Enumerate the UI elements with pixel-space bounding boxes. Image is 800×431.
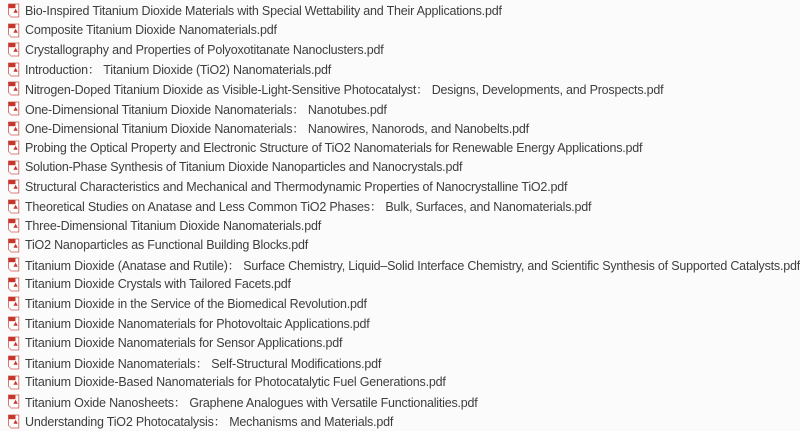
pdf-file-icon	[7, 81, 20, 96]
pdf-file-icon	[7, 355, 20, 370]
pdf-file-icon	[7, 3, 20, 18]
pdf-file-icon	[7, 160, 20, 175]
pdf-file-icon	[7, 199, 20, 214]
file-row[interactable]	[7, 275, 800, 295]
file-row[interactable]	[7, 60, 800, 80]
file-name: Titanium Dioxide Nanomaterials for Sensor Applications.pdf	[25, 336, 343, 351]
pdf-file-icon	[7, 336, 20, 351]
file-row[interactable]	[7, 353, 800, 373]
file-name: Titanium Dioxide (Anatase and Rutile)： Surface Chemistry, Liquid–Solid Interface Chemistry, and Scientific Synthesis of Supported Catalysts.pdf	[25, 258, 800, 273]
file-row[interactable]	[7, 1, 800, 21]
file-row[interactable]	[7, 157, 800, 177]
file-row[interactable]	[7, 138, 800, 158]
file-name: One-Dimensional Titanium Dioxide Nanomaterials： Nanowires, Nanorods, and Nanobelts.pdf	[25, 122, 529, 137]
file-row[interactable]	[7, 118, 800, 138]
pdf-file-icon	[7, 179, 20, 194]
file-row[interactable]	[7, 21, 800, 41]
file-name: Titanium Dioxide Crystals with Tailored Facets.pdf	[25, 277, 291, 292]
file-row[interactable]	[7, 411, 800, 431]
file-name: Understanding TiO2 Photocatalysis： Mechanisms and Materials.pdf	[25, 415, 394, 430]
file-name: Titanium Dioxide Nanomaterials for Photovoltaic Applications.pdf	[25, 316, 370, 331]
file-name: Structural Characteristics and Mechanical and Thermodynamic Properties of Nanocrystalline TiO2.pdf	[25, 179, 568, 194]
file-row[interactable]	[7, 79, 800, 99]
pdf-file-icon	[7, 296, 20, 311]
file-name: Composite Titanium Dioxide Nanomaterials.pdf	[25, 23, 277, 38]
pdf-file-icon	[7, 62, 20, 77]
file-name: Three-Dimensional Titanium Dioxide Nanomaterials.pdf	[25, 218, 321, 233]
file-row[interactable]	[7, 177, 800, 197]
pdf-file-icon	[7, 257, 20, 272]
pdf-file-icon	[7, 121, 20, 136]
file-row[interactable]	[7, 392, 800, 412]
file-name: TiO2 Nanoparticles as Functional Building Blocks.pdf	[25, 238, 309, 253]
file-row[interactable]	[7, 372, 800, 392]
file-name: Crystallography and Properties of Polyoxotitanate Nanoclusters.pdf	[25, 42, 384, 57]
pdf-file-icon	[7, 394, 20, 409]
pdf-file-icon	[7, 140, 20, 155]
pdf-file-icon	[7, 218, 20, 233]
file-name: Probing the Optical Property and Electronic Structure of TiO2 Nanomaterials for Renewable Energy Applications.pdf	[25, 140, 643, 155]
pdf-file-icon	[7, 277, 20, 292]
pdf-file-icon	[7, 23, 20, 38]
file-row[interactable]	[7, 216, 800, 236]
file-row[interactable]	[7, 99, 800, 119]
pdf-file-icon	[7, 101, 20, 116]
file-row[interactable]	[7, 255, 800, 275]
pdf-file-icon	[7, 414, 20, 429]
file-row[interactable]	[7, 196, 800, 216]
file-name: One-Dimensional Titanium Dioxide Nanomaterials： Nanotubes.pdf	[25, 102, 387, 117]
file-name: Titanium Oxide Nanosheets： Graphene Analogues with Versatile Functionalities.pdf	[25, 395, 478, 410]
pdf-file-icon	[7, 316, 20, 331]
file-name: Nitrogen-Doped Titanium Dioxide as Visible-Light-Sensitive Photocatalyst： Designs, Developments, and Prospects.pdf	[25, 82, 664, 97]
file-name: Titanium Dioxide-Based Nanomaterials for Photocatalytic Fuel Generations.pdf	[25, 375, 446, 390]
file-name: Solution-Phase Synthesis of Titanium Dioxide Nanoparticles and Nanocrystals.pdf	[25, 160, 463, 175]
pdf-file-icon	[7, 42, 20, 57]
file-row[interactable]	[7, 40, 800, 60]
file-name: Introduction： Titanium Dioxide (TiO2) Nanomaterials.pdf	[25, 63, 332, 78]
file-row[interactable]	[7, 236, 800, 256]
file-row[interactable]	[7, 333, 800, 353]
pdf-file-icon	[7, 238, 20, 253]
file-name: Titanium Dioxide in the Service of the Biomedical Revolution.pdf	[25, 296, 367, 311]
file-row[interactable]	[7, 314, 800, 334]
file-row[interactable]	[7, 294, 800, 314]
file-name: Titanium Dioxide Nanomaterials： Self-Structural Modifications.pdf	[25, 356, 382, 371]
pdf-file-icon	[7, 375, 20, 390]
file-name: Bio-Inspired Titanium Dioxide Materials with Special Wettability and Their Applications.pdf	[25, 3, 502, 18]
file-name: Theoretical Studies on Anatase and Less Common TiO2 Phases： Bulk, Surfaces, and Nanomaterials.pdf	[25, 200, 592, 215]
